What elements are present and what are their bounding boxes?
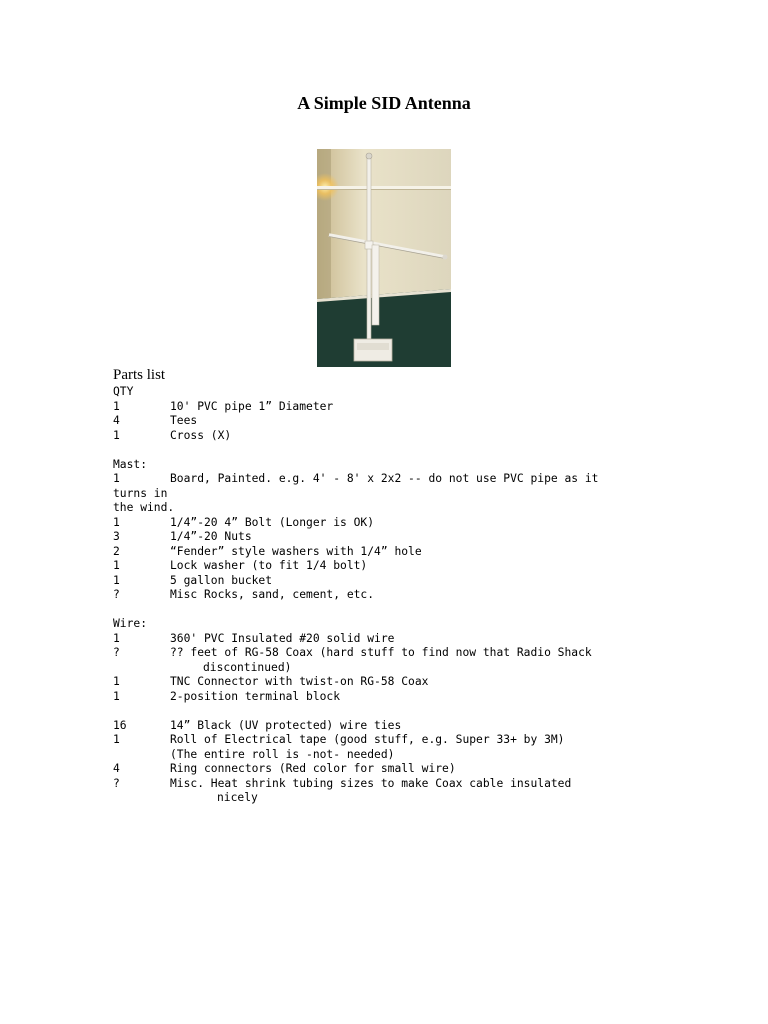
section-wire (113, 617, 598, 704)
list-item-note: (The entire roll is -not- needed) (170, 747, 395, 761)
parts-list-heading: Parts list (113, 367, 166, 383)
list-item: ? Misc Rocks, sand, cement, etc. (113, 588, 375, 601)
list-item: 1 Board, Painted. e.g. 4' - 8' x 2x2 -- do not use PVC pipe as it (113, 472, 599, 485)
list-item: 3 1/4”-20 Nuts (113, 530, 252, 543)
section-misc (113, 719, 598, 806)
section-label: Mast: (113, 457, 148, 471)
list-item: 1 2-position terminal block (113, 689, 341, 703)
list-item-continuation: discontinued) (203, 660, 292, 674)
qty-header: QTY (113, 385, 134, 398)
list-item: 16 14” Black (UV protected) wire ties (113, 718, 402, 732)
antenna-photo (317, 149, 451, 367)
list-item: 4 Ring connectors (Red color for small wire) (113, 762, 456, 775)
list-item: 1 1/4”-20 4” Bolt (Longer is OK) (113, 515, 375, 529)
list-item: 1 TNC Connector with twist-on RG-58 Coax (113, 675, 429, 688)
list-item-continuation: the wind. (113, 501, 175, 514)
list-item: 1 10' PVC pipe 1” Diameter (113, 399, 334, 413)
list-item-continuation: nicely (217, 791, 258, 804)
parts-list (113, 385, 598, 806)
list-item: 2 “Fender” style washers with 1/4” hole (113, 544, 422, 558)
list-item: 1 Cross (X) (113, 428, 232, 442)
list-item: 1 Lock washer (to fit 1/4 bolt) (113, 559, 368, 572)
list-item: 1 5 gallon bucket (113, 573, 273, 587)
section-pvc (113, 400, 598, 444)
list-item: 4 Tees (113, 414, 198, 427)
list-item: ? Misc. Heat shrink tubing sizes to make Coax cable insulated (113, 776, 572, 790)
section-mast (113, 458, 598, 603)
list-item-continuation: turns in (113, 486, 168, 500)
list-item: ? ?? feet of RG-58 Coax (hard stuff to find now that Radio Shack (113, 646, 592, 659)
list-item: 1 360' PVC Insulated #20 solid wire (113, 631, 395, 645)
list-item: 1 Roll of Electrical tape (good stuff, e.g. Super 33+ by 3M) (113, 733, 565, 746)
section-label: Wire: (113, 617, 148, 630)
document-title: A Simple SID Antenna (297, 93, 471, 113)
